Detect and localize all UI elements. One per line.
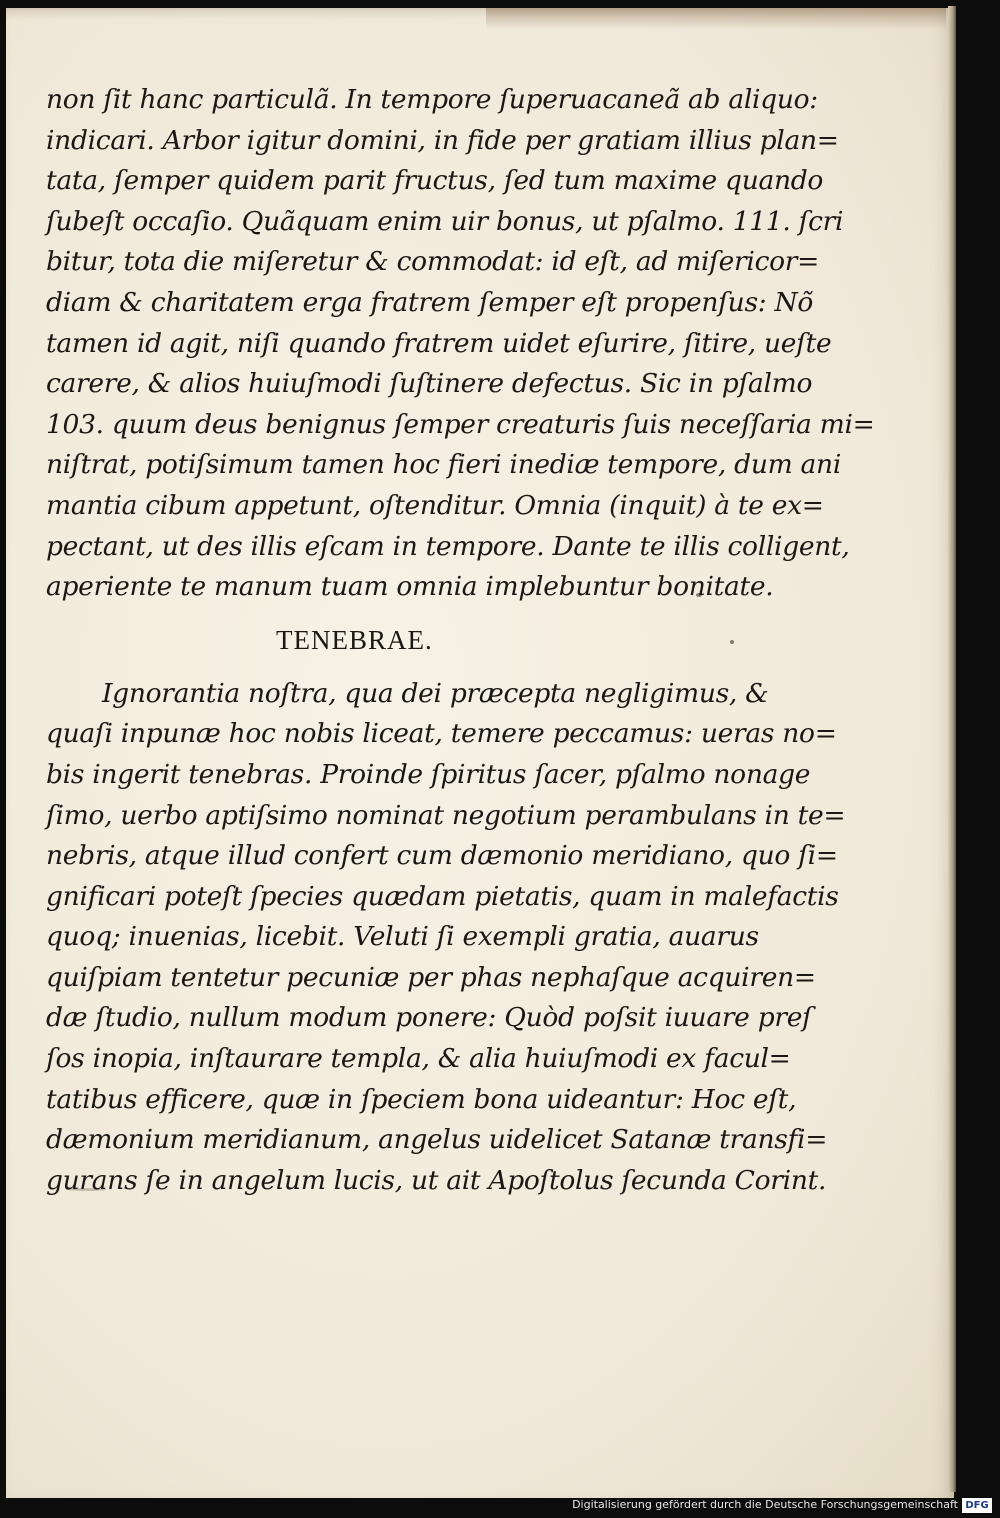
text-line: non ſit hanc particulã. In tempore ſuperuacaneã ab aliquo: [46, 84, 818, 115]
section-heading: TENEBRAE. [276, 624, 433, 655]
text-line: tamen id agit, niſi quando fratrem uidet eſurire, ſitire, ueſte [46, 327, 832, 359]
text-line: bis ingerit tenebras. Proinde ſpiritus ſacer, pſalmo nonage [46, 758, 811, 790]
book-page [6, 8, 954, 1498]
text-line: indicari. Arbor igitur domini, in fide per gratiam illius plan= [46, 124, 839, 156]
text-line: Ignorantia noſtra, qua dei præcepta negligimus, & [102, 677, 769, 709]
spacer [46, 664, 766, 674]
dfg-logo: DFG [962, 1498, 992, 1513]
text-line: gnificari poteſt ſpecies quædam pietatis, quam in malefactis [46, 880, 839, 912]
text-line: mantia cibum appetunt, oſtenditur. Omnia (inquit) à te ex= [46, 489, 824, 521]
text-line: pectant, ut des illis eſcam in tempore. Dante te illis colligent, [46, 530, 850, 562]
text-line: quaſi inpunæ hoc nobis liceat, temere peccamus: ueras no= [46, 718, 837, 750]
page-text [46, 80, 875, 1201]
text-line: quiſpiam tentetur pecuniæ per phas nephaſque acquiren= [46, 961, 816, 993]
text-line: nebris, atque illud confert cum dæmonio meridiano, quo ſi= [46, 840, 838, 872]
text-line: 103. quum deus benignus ſemper creaturis ſuis neceſſaria mi= [46, 408, 875, 440]
text-line: tatibus efficere, quæ in ſpeciem bona uideantur: Hoc eſt, [46, 1083, 797, 1115]
text-line: ſimo, uerbo aptiſsimo nominat negotium perambulans in te= [46, 799, 846, 831]
text-line: ſos inopia, inſtaurare templa, & alia huiuſmodi ex facul= [46, 1043, 791, 1075]
text-line: dæmonium meridianum, angelus uidelicet Satanæ transfi= [46, 1124, 828, 1156]
text-line: gurans ſe in angelum lucis, ut ait Apoſtolus ſecunda Corint. [46, 1164, 827, 1196]
text-line: quoq; inuenias, licebit. Veluti ſi exempli gratia, auarus [46, 921, 759, 953]
page-edge [948, 6, 956, 1492]
text-line: dæ ſtudio, nullum modum ponere: Quòd poſsit iuuare preſ [46, 1002, 812, 1034]
text-line: ſubeſt occaſio. Quãquam enim uir bonus, ut pſalmo. 111. ſcri [46, 205, 844, 237]
text-line: aperiente te manum tuam omnia implebuntur bonitate. [46, 571, 774, 603]
text-line: tata, ſemper quidem parit fructus, ſed tum maxime quando [46, 165, 824, 197]
text-line: bitur, tota die miſeretur & commodat: id eſt, ad miſericor= [46, 246, 820, 278]
text-line: carere, & alios huiuſmodi ſuſtinere defectus. Sic in pſalmo [46, 368, 813, 400]
text-line: niſtrat, potiſsimum tamen hoc fieri inediæ tempore, dum ani [46, 449, 842, 481]
digitization-credit: Digitalisierung gefördert durch die Deutsche Forschungsgemeinschaft [572, 1498, 958, 1511]
text-line: diam & charitatem erga fratrem ſemper eſt propenſus: Nõ [46, 286, 814, 318]
page-stain [486, 8, 946, 30]
